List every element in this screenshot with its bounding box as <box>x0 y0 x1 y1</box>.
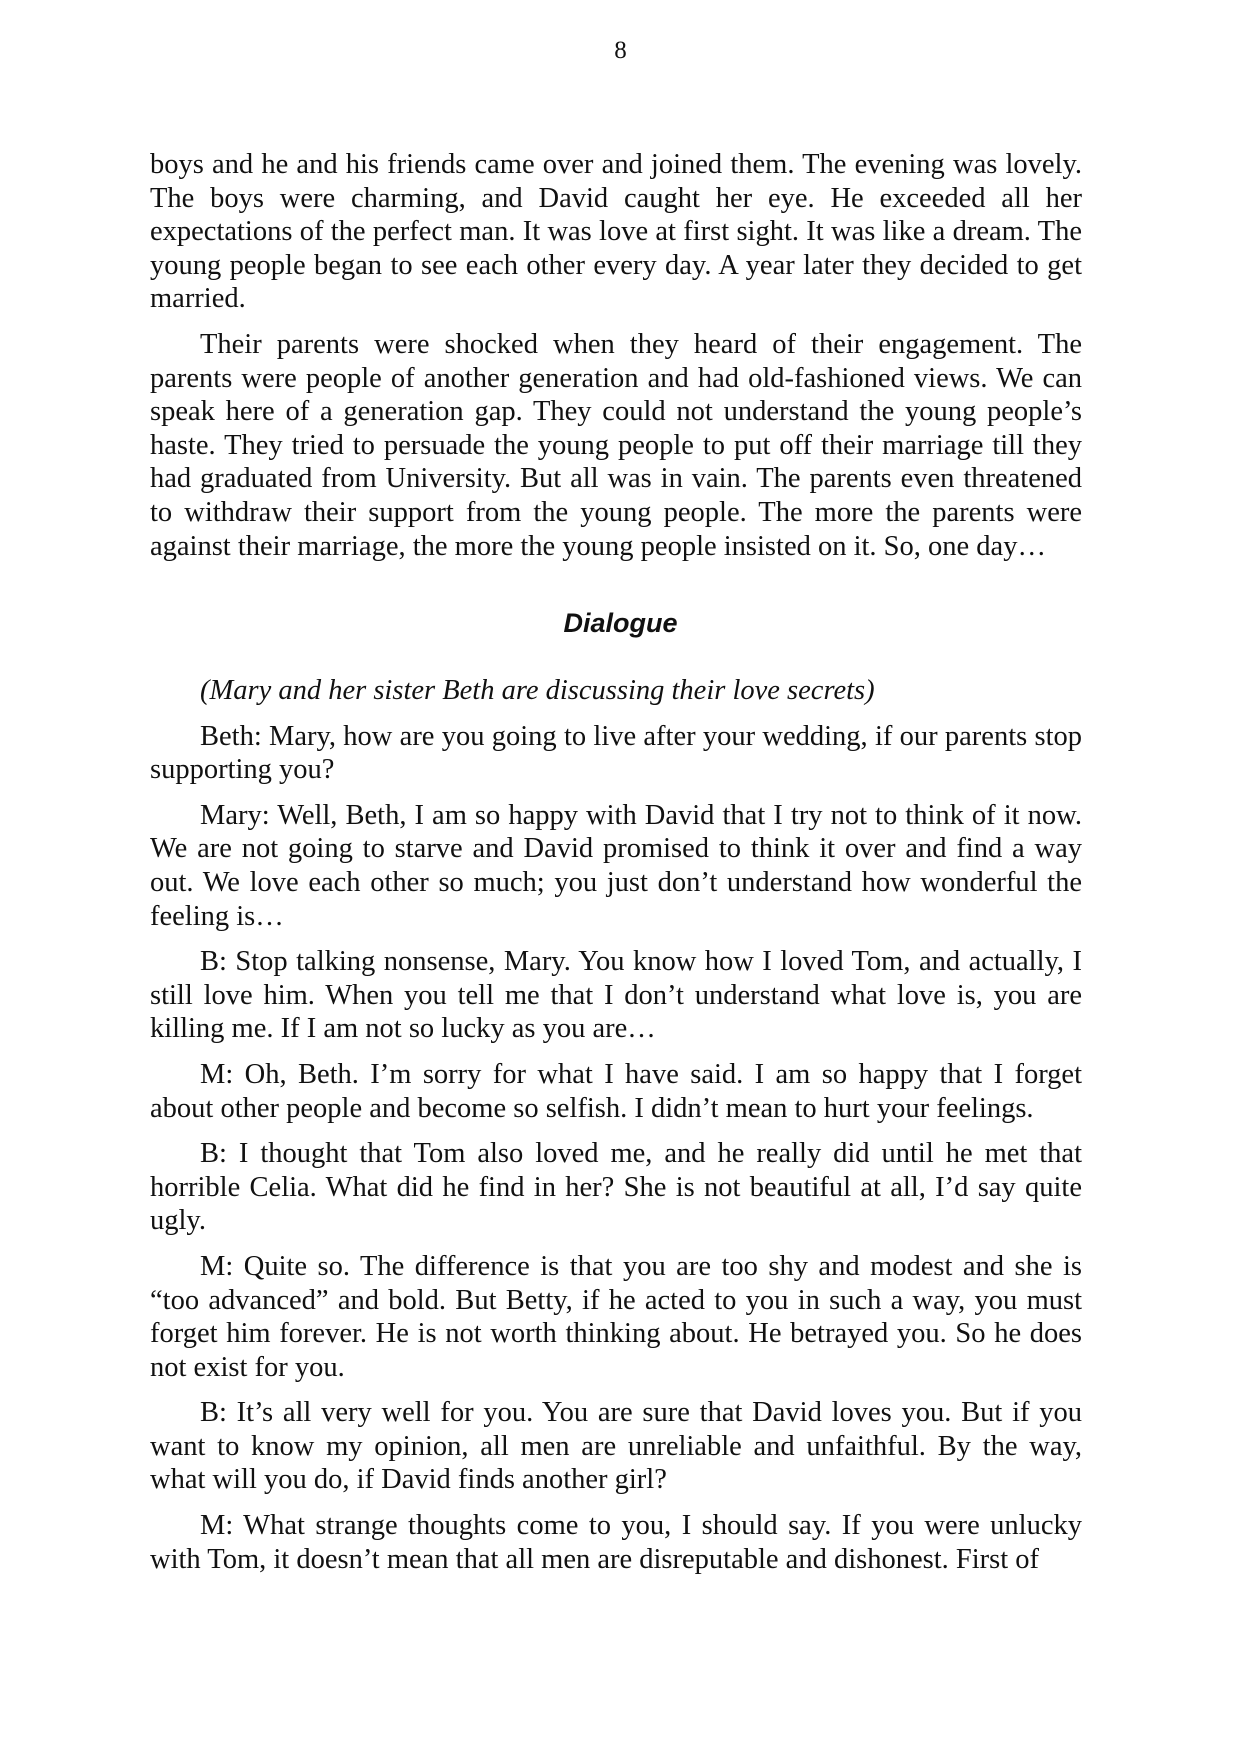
dialogue-line: B: It’s all very well for you. You are sure that David loves you. But if you want to know my opinion, all men are unreliable and unfaithful. By the way, what will you do, if David finds another girl? <box>150 1397 1082 1496</box>
stage-direction: (Mary and her sister Beth are discussing their love secrets) <box>200 675 875 706</box>
narrative-section <box>150 148 1082 575</box>
dialogue-line: M: Quite so. The difference is that you are too shy and modest and she is “too advanced” and bold. But Betty, if he acted to you in such a way, you must forget him forever. He is not worth thinking about. He betrayed you. So he does not exist for you. <box>150 1250 1082 1383</box>
page-number: 8 <box>614 37 627 64</box>
narrative-paragraph: boys and he and his friends came over and joined them. The evening was lovely. The boys were charming, and David caught her eye. He exceeded all her expectations of the perfect man. It was love at first sight. It was like a dream. The young people began to see each other every day. A year later they decided to get married. <box>150 149 1082 315</box>
dialogue-section <box>150 674 1082 1588</box>
dialogue-line: Beth: Mary, how are you going to live after your wedding, if our parents stop supporting you? <box>150 720 1082 786</box>
narrative-paragraph: Their parents were shocked when they heard of their engagement. The parents were people of another generation and had old-fashioned views. We can speak here of a generation gap. They could not understand the young people’s haste. They tried to persuade the young people to put off their marriage till they had graduated from University. But all was in vain. The parents even threatened to withdraw their support from the young people. The more the parents were against their marriage, the more the young people insisted on it. So, one day… <box>150 328 1082 562</box>
dialogue-line: B: I thought that Tom also loved me, and he really did until he met that horrible Celia. What did he find in her? She is not beautiful at all, I’d say quite ugly. <box>150 1138 1082 1237</box>
dialogue-line: Mary: Well, Beth, I am so happy with David that I try not to think of it now. We are not going to starve and David promised to think it over and find a way out. We love each other so much; you just don’t understand how wonderful the feeling is… <box>150 799 1082 932</box>
section-heading: Dialogue <box>563 608 678 638</box>
dialogue-line: B: Stop talking nonsense, Mary. You know how I loved Tom, and actually, I still love him. When you tell me that I don’t understand what love is, you are killing me. If I am not so lucky as you are… <box>150 946 1082 1045</box>
dialogue-line: M: Oh, Beth. I’m sorry for what I have said. I am so happy that I forget about other people and become so selfish. I didn’t mean to hurt your feelings. <box>150 1058 1082 1124</box>
dialogue-line: M: What strange thoughts come to you, I should say. If you were unlucky with Tom, it doesn’t mean that all men are disreputable and dishonest. First of <box>150 1510 1082 1575</box>
